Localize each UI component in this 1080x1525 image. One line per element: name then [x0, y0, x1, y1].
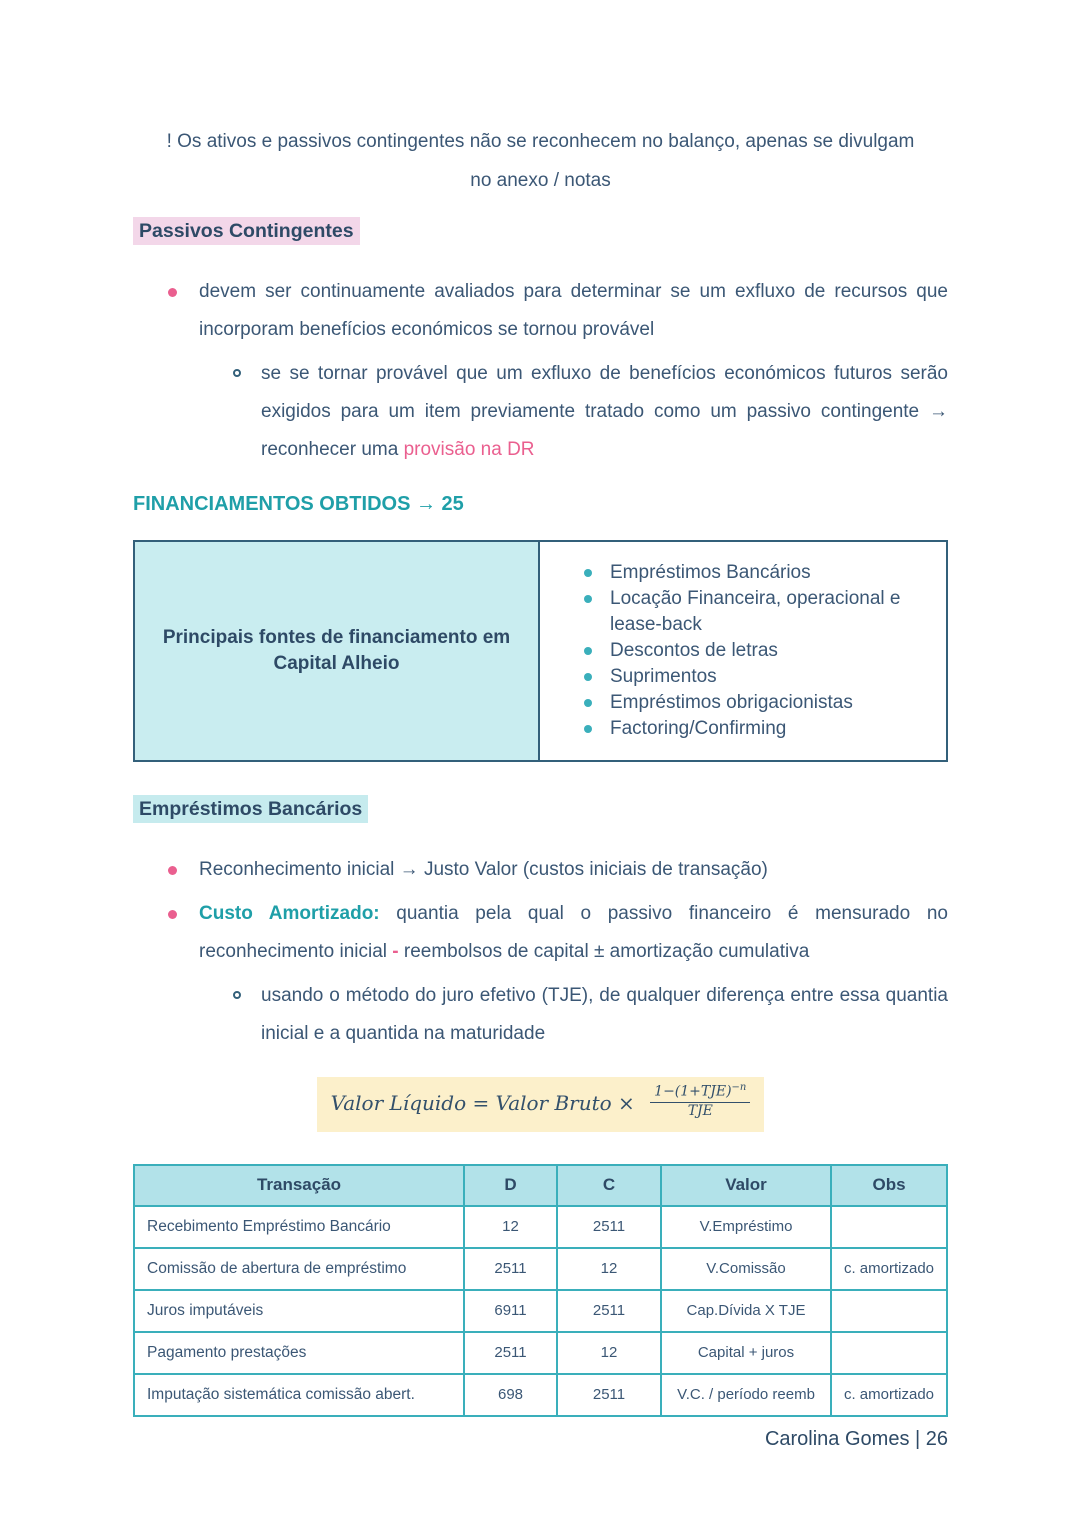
list-item-text: Empréstimos Bancários	[610, 562, 811, 583]
section-heading-passivos-contingentes	[133, 220, 948, 243]
table-row	[134, 1206, 947, 1248]
bullet-dot-icon	[168, 288, 177, 297]
highlighted-heading-text: Empréstimos Bancários	[133, 795, 368, 823]
table-cell: V.C. / período reemb	[661, 1374, 831, 1416]
numerator-text: 1−(1+TJE)	[654, 1083, 732, 1100]
financing-sources-label	[163, 625, 510, 677]
column-header-c: C	[557, 1165, 661, 1206]
table-cell: Comissão de abertura de empréstimo	[134, 1248, 464, 1290]
list-item	[584, 560, 936, 586]
sub-bullet-text: usando o método do juro efetivo (TJE), de qualquer diferença entre essa quantia inicial e a quantida na maturidade	[261, 985, 948, 1044]
table-cell: 2511	[464, 1248, 557, 1290]
list-item-text: Empréstimos obrigacionistas	[610, 692, 853, 713]
list-item	[584, 690, 936, 716]
formula-row	[133, 1077, 948, 1132]
bullet-dot-icon	[584, 595, 592, 603]
list-item	[133, 273, 948, 349]
table-cell: V.Comissão	[661, 1248, 831, 1290]
table-cell: 12	[557, 1332, 661, 1374]
sub-bullet-main: se se tornar provável que um exfluxo de benefícios económicos futuros serão exigidos para um item previamente tratado como um passivo contingente → reconhecer uma	[261, 363, 948, 460]
list-item	[584, 716, 936, 742]
list-item	[133, 977, 948, 1053]
bullet-text-part: reembolsos de capital ± amortização cumulativa	[398, 941, 810, 962]
bullet-dot-icon	[584, 647, 592, 655]
section-heading-emprestimos-bancarios	[133, 798, 948, 821]
table-cell: Cap.Dívida X TJE	[661, 1290, 831, 1332]
label-line1: Principais fontes de financiamento em	[162, 627, 511, 648]
bullet-text-part: quantia pela qual o passivo financeiro é mensurado no reconhecimento inicial	[199, 903, 948, 962]
table-row	[134, 1290, 947, 1332]
bullet-dot-icon	[168, 866, 177, 875]
formula-fraction	[650, 1082, 750, 1121]
note-paragraph	[133, 122, 948, 200]
term-custo-amortizado: Custo Amortizado:	[199, 903, 380, 924]
list-item	[133, 851, 948, 889]
table-cell: Capital + juros	[661, 1332, 831, 1374]
bullet-text: devem ser continuamente avaliados para determinar se um exfluxo de recursos que incorporam benefícios económicos se tornou provável	[199, 281, 948, 340]
table-cell: c. amortizado	[831, 1374, 947, 1416]
sub-bullet-pink: provisão na DR	[403, 439, 535, 460]
table-cell: V.Empréstimo	[661, 1206, 831, 1248]
bullet-text: Reconhecimento inicial → Justo Valor (custos iniciais de transação)	[199, 859, 768, 880]
bullet-dot-icon	[584, 699, 592, 707]
page-footer: Carolina Gomes | 26	[764, 1428, 948, 1450]
section-heading-financiamentos: FINANCIAMENTOS OBTIDOS → 25	[133, 493, 464, 515]
table-cell: Imputação sistemática comissão abert.	[134, 1374, 464, 1416]
note-line2: no anexo / notas	[470, 170, 611, 191]
table-row	[134, 1332, 947, 1374]
column-header-valor: Valor	[661, 1165, 831, 1206]
list-item-text: Locação Financeira, operacional e lease-back	[610, 588, 901, 635]
table-cell: Juros imputáveis	[134, 1290, 464, 1332]
column-header-d: D	[464, 1165, 557, 1206]
sub-bullet-text	[261, 355, 948, 469]
table-cell: c. amortizado	[831, 1248, 947, 1290]
highlighted-heading-text: Passivos Contingentes	[133, 217, 360, 245]
bullet-circle-icon	[233, 991, 241, 999]
list-item	[133, 895, 948, 971]
bullet-dot-icon	[168, 910, 177, 919]
column-header-transacao: Transação	[134, 1165, 464, 1206]
table-cell: 698	[464, 1374, 557, 1416]
table-cell: 2511	[557, 1374, 661, 1416]
fraction-denominator: TJE	[687, 1103, 713, 1120]
table-cell: 2511	[464, 1332, 557, 1374]
table-cell: Recebimento Empréstimo Bancário	[134, 1206, 464, 1248]
list-item-text: Descontos de letras	[610, 640, 778, 661]
financing-sources-label-cell	[135, 542, 540, 760]
list-item	[584, 638, 936, 664]
table-cell: 12	[464, 1206, 557, 1248]
bullet-circle-icon	[233, 369, 241, 377]
dash-accent: -	[392, 941, 399, 962]
table-cell	[831, 1290, 947, 1332]
table-cell: 2511	[557, 1290, 661, 1332]
list-item	[133, 355, 948, 469]
list-item	[584, 664, 936, 690]
numerator-exponent: −n	[731, 1082, 747, 1093]
table-cell	[831, 1332, 947, 1374]
fraction-numerator	[650, 1082, 750, 1103]
bullet-dot-icon	[584, 569, 592, 577]
label-line2: Capital Alheio	[273, 653, 400, 674]
list-item-text: Factoring/Confirming	[610, 718, 787, 739]
column-header-obs: Obs	[831, 1165, 947, 1206]
table-cell: Pagamento prestações	[134, 1332, 464, 1374]
financing-sources-list-cell	[540, 542, 946, 760]
table-cell	[831, 1206, 947, 1248]
table-cell: 12	[557, 1248, 661, 1290]
bullet-text	[199, 895, 948, 971]
list-item-text: Suprimentos	[610, 666, 717, 687]
note-line1: ! Os ativos e passivos contingentes não se reconhecem no balanço, apenas se divulgam	[166, 131, 915, 152]
table-row	[134, 1374, 947, 1416]
bullet-dot-icon	[584, 725, 592, 733]
list-item	[584, 586, 936, 638]
table-header-row	[134, 1165, 947, 1206]
formula	[317, 1077, 765, 1132]
transactions-table	[133, 1164, 948, 1417]
bullet-dot-icon	[584, 673, 592, 681]
table-cell: 2511	[557, 1206, 661, 1248]
table-cell: 6911	[464, 1290, 557, 1332]
financing-sources-table	[133, 540, 948, 762]
table-row	[134, 1248, 947, 1290]
formula-main: Valor Líquido = Valor Bruto ×	[330, 1090, 635, 1115]
